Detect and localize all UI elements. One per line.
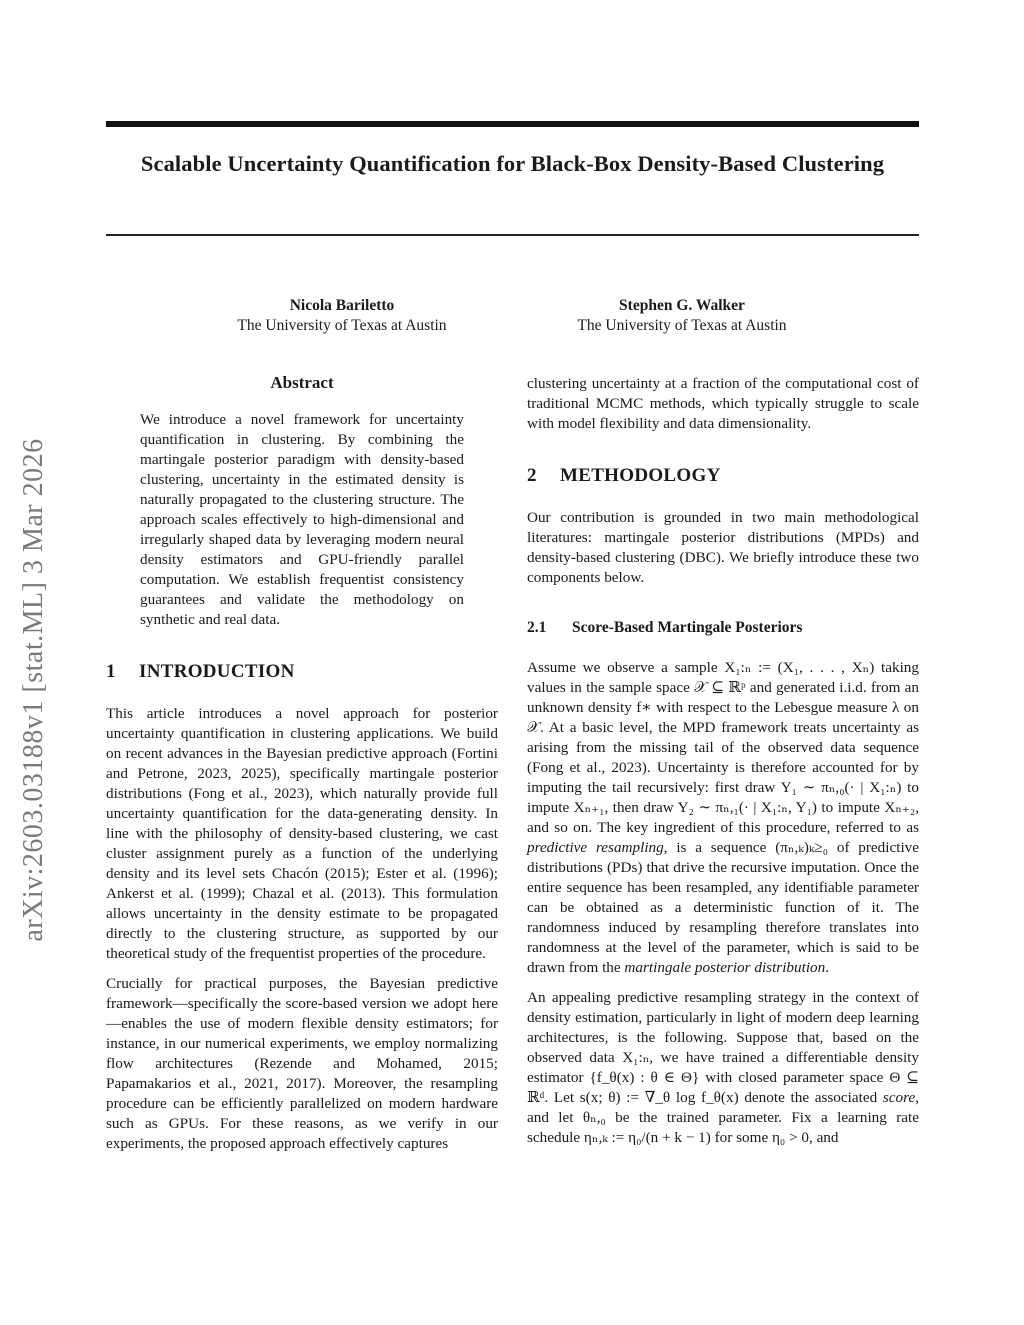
text-run: Assume we observe a sample X₁:ₙ := (X₁, . . . , Xₙ) taking values in the sample space 𝒳 ⊆ ℝᵖ and generated i.i.d. from an unknown density f∗ with respect to the Lebesgue measure λ on 𝒳. At a basic level, the MPD framework treats uncertainty as arising from the missing tail of the observed data sequence (Fong et al., 2023). Uncertainty is therefore accounted for by imputing the tail recursively: first draw Y₁ ∼ πₙ,₀(· | X₁:ₙ) to impute Xₙ₊₁, then draw Y₂ ∼ πₙ,₁(· | X₁:ₙ, Y₁) to impute Xₙ₊₂, and so on. The key ingredient of this procedure, referred to as [527,659,919,836]
arxiv-sidebar [14,360,54,1020]
text-run: . [825,959,830,976]
section-heading-introduction [106,660,498,684]
text-run: An appealing predictive resampling strategy in the context of density estimation, particularly in light of modern deep learning architectures, is the following. Suppose that, based on the observed data X₁:ₙ, we have trained a differentiable density estimator {f_θ(x) : θ ∈ Θ} with closed parameter space Θ ⊆ ℝᵈ. Let s(x; θ) := ∇_θ log f_θ(x) denote the associated [527,989,919,1106]
abstract-text: We introduce a novel framework for uncertainty quantification in clustering. By combining the martingale posterior paradigm with density-based clustering, uncertainty in the estimated density is naturally propagated to the clustering structure. The approach scales effectively to high-dimensional and irregularly shaped data by leveraging modern neural density estimators and GPU-friendly parallel computation. We establish frequentist consistency guarantees and validate the methodology on synthetic and real data. [140,411,464,628]
paragraph: Our contribution is grounded in two main methodological literatures: martingale posterior distributions (MPDs) and density-based clustering (DBC). We briefly introduce these two components below. [527,509,919,586]
author-affiliation: The University of Texas at Austin [577,317,787,334]
paragraph [527,988,919,1148]
author-1 [172,296,512,336]
author-name: Stephen G. Walker [619,297,745,314]
subsection-number: 2.1 [527,619,547,636]
paragraph [527,658,919,978]
section-number: 2 [527,465,537,486]
section-number: 1 [106,661,116,682]
abstract-heading: Abstract [270,373,334,392]
subsection-heading-score-based [527,618,919,638]
paragraph: This article introduces a novel approach for posterior uncertainty quantification in clustering applications. We build on recent advances in the Bayesian predictive approach (Fortini and Petrone, 2023, 2025), specifically martingale posterior distributions (Fong et al., 2023), which naturally provide full uncertainty quantification for the data-generating density. In line with the philosophy of density-based clustering, we cast cluster assignment purely as a function of the underlying density and its level sets Chacón (2015); Ester et al. (1996); Ankerst et al. (1999); Chazal et al. (2013). This formulation allows uncertainty in the density estimate to be propagated directly to the clustering structure, as supported by our theoretical study of the frequentist properties of the procedure. [106,705,498,962]
arxiv-identifier: arXiv:2603.03188v1 [stat.ML] 3 Mar 2026 [18,438,49,942]
left-column [106,372,498,1154]
paragraph: Crucially for practical purposes, the Bayesian predictive framework—specifically the score-based version we adopt here—enables the use of modern flexible density estimators; for instance, in our numerical experiments, we employ normalizing flow architectures (Rezende and Mohamed, 2015; Papamakarios et al., 2021, 2017). Moreover, the resampling procedure can be efficiently parallelized on modern hardware such as GPUs. For these reasons, as we verify in our experiments, the proposed approach effectively captures [106,975,498,1152]
emphasis-term: predictive resampling [527,839,664,856]
section-title: INTRODUCTION [139,661,295,682]
author-2 [512,296,852,336]
section-heading-methodology [527,464,919,488]
paragraph: clustering uncertainty at a fraction of the computational cost of traditional MCMC methods, which typically struggle to scale with model flexibility and data dimensionality. [527,375,919,432]
paper-title: Scalable Uncertainty Quantification for Black-Box Density-Based Clustering [140,151,885,176]
author-block [106,296,919,340]
author-name: Nicola Bariletto [289,297,395,314]
right-column [527,374,919,1148]
text-run: , and let θₙ,₀ be the trained parameter. Fix a learning rate schedule ηₙ,ₖ := η₀/(n + k − 1) for some η₀ > 0, and [527,1089,919,1146]
title-rule-top [106,121,919,127]
subsection-title: Score-Based Martingale Posteriors [572,619,803,636]
text-run: , is a sequence (πₙ,ₖ)ₖ≥₀ of predictive distributions (PDs) that drive the recursive imputation. Once the entire sequence has been resampled, any identifiable parameter can be obtained as a deterministic function of it. The randomness induced by resampling therefore translates into randomness at the level of the parameter, which is said to be drawn from the [527,839,920,976]
section-title: METHODOLOGY [560,465,721,486]
emphasis-term: score [882,1089,916,1106]
title-rule-bottom [106,234,919,236]
emphasis-term: martingale posterior distribution [624,959,826,976]
author-affiliation: The University of Texas at Austin [237,317,447,334]
